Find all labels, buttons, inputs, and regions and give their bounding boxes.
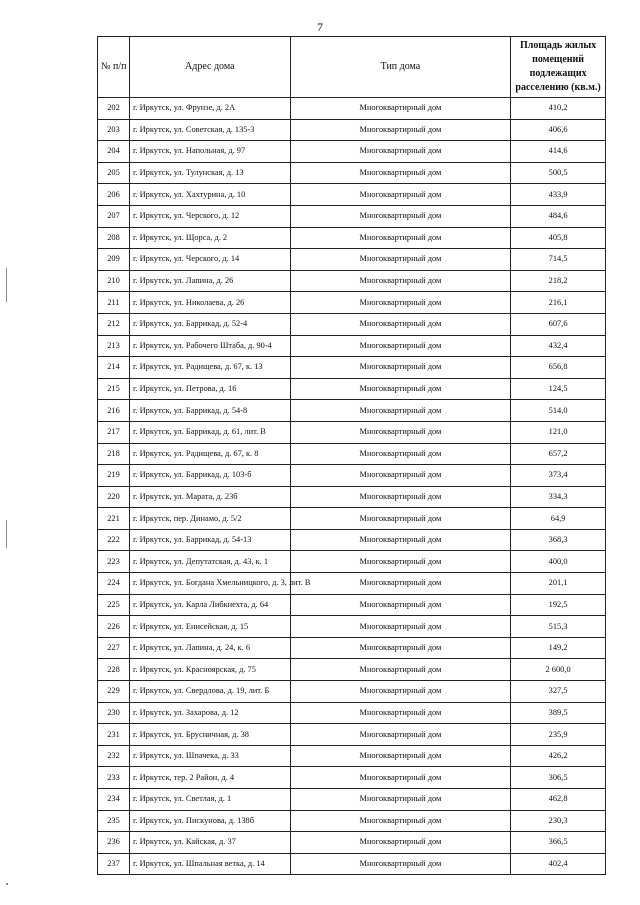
- table-row: [98, 508, 606, 530]
- scan-mark: [6, 268, 7, 302]
- row-area: 216,1: [511, 292, 606, 314]
- row-house-type: Многоквартирный дом: [290, 724, 511, 746]
- row-address: г. Иркутск, ул. Лапина, д. 24, к. 6: [129, 637, 290, 659]
- row-address: г. Иркутск, ул. Светлая, д. 1: [129, 789, 290, 811]
- row-house-type: Многоквартирный дом: [290, 659, 511, 681]
- row-address: г. Иркутск, ул. Тулунская, д. 13: [129, 162, 290, 184]
- row-number: 209: [98, 249, 130, 271]
- header-address: Адрес дома: [129, 37, 290, 98]
- table-row: [98, 832, 606, 854]
- row-house-type: Многоквартирный дом: [290, 637, 511, 659]
- table-row: [98, 313, 606, 335]
- table-row: [98, 551, 606, 573]
- row-house-type: Многоквартирный дом: [290, 335, 511, 357]
- row-house-type: Многоквартирный дом: [290, 702, 511, 724]
- row-house-type: Многоквартирный дом: [290, 486, 511, 508]
- row-house-type: Многоквартирный дом: [290, 270, 511, 292]
- row-area: 124,5: [511, 378, 606, 400]
- row-area: 389,5: [511, 702, 606, 724]
- row-address: г. Иркутск, ул. Красноярская, д. 75: [129, 659, 290, 681]
- row-house-type: Многоквартирный дом: [290, 184, 511, 206]
- row-house-type: Многоквартирный дом: [290, 378, 511, 400]
- row-house-type: Многоквартирный дом: [290, 249, 511, 271]
- row-address: г. Иркутск, ул. Брусничная, д. 38: [129, 724, 290, 746]
- table-row: [98, 378, 606, 400]
- row-area: 500,5: [511, 162, 606, 184]
- row-number: 236: [98, 832, 130, 854]
- row-house-type: Многоквартирный дом: [290, 529, 511, 551]
- table-row: [98, 205, 606, 227]
- row-area: 402,4: [511, 853, 606, 875]
- row-number: 208: [98, 227, 130, 249]
- row-number: 235: [98, 810, 130, 832]
- row-area: 656,8: [511, 357, 606, 379]
- row-number: 228: [98, 659, 130, 681]
- row-number: 214: [98, 357, 130, 379]
- row-number: 232: [98, 745, 130, 767]
- row-address: г. Иркутск, ул. Фрунзе, д. 2А: [129, 98, 290, 120]
- table-header-row: [98, 37, 606, 98]
- row-area: 426,2: [511, 745, 606, 767]
- row-address: г. Иркутск, пер. Динамо, д. 5/2: [129, 508, 290, 530]
- row-address: г. Иркутск, ул. Депутатская, д. 43, к. 1: [129, 551, 290, 573]
- table-row: [98, 681, 606, 703]
- row-area: 462,8: [511, 789, 606, 811]
- table-body: [98, 98, 606, 875]
- row-area: 484,6: [511, 205, 606, 227]
- row-number: 207: [98, 205, 130, 227]
- row-area: 514,0: [511, 400, 606, 422]
- table-row: [98, 702, 606, 724]
- table-row: [98, 292, 606, 314]
- row-address: г. Иркутск, ул. Свердлова, д. 19, лит. Б: [129, 681, 290, 703]
- row-number: 218: [98, 443, 130, 465]
- table-row: [98, 335, 606, 357]
- row-area: 373,4: [511, 465, 606, 487]
- row-area: 607,6: [511, 313, 606, 335]
- row-house-type: Многоквартирный дом: [290, 789, 511, 811]
- row-number: 205: [98, 162, 130, 184]
- row-area: 406,6: [511, 119, 606, 141]
- row-house-type: Многоквартирный дом: [290, 313, 511, 335]
- row-address: г. Иркутск, ул. Енисейская, д. 15: [129, 616, 290, 638]
- row-area: 192,5: [511, 594, 606, 616]
- header-number: № п/п: [98, 37, 130, 98]
- row-address: г. Иркутск, ул. Баррикад, д. 54-13: [129, 529, 290, 551]
- row-house-type: Многоквартирный дом: [290, 227, 511, 249]
- table-row: [98, 119, 606, 141]
- table-row: [98, 810, 606, 832]
- row-area: 64,9: [511, 508, 606, 530]
- row-address: г. Иркутск, ул. Баррикад, д. 103-б: [129, 465, 290, 487]
- row-area: 405,8: [511, 227, 606, 249]
- housing-table: [97, 36, 606, 875]
- row-address: г. Иркутск, ул. Пискунова, д. 138б: [129, 810, 290, 832]
- scan-mark: [6, 520, 7, 548]
- table-row: [98, 249, 606, 271]
- row-house-type: Многоквартирный дом: [290, 205, 511, 227]
- row-area: 334,3: [511, 486, 606, 508]
- row-house-type: Многоквартирный дом: [290, 443, 511, 465]
- row-area: 414,6: [511, 141, 606, 163]
- row-number: 206: [98, 184, 130, 206]
- row-address: г. Иркутск, ул. Черского, д. 12: [129, 205, 290, 227]
- table-row: [98, 98, 606, 120]
- row-area: 432,4: [511, 335, 606, 357]
- row-number: 226: [98, 616, 130, 638]
- row-house-type: Многоквартирный дом: [290, 810, 511, 832]
- row-area: 433,9: [511, 184, 606, 206]
- row-area: 2 600,0: [511, 659, 606, 681]
- table-row: [98, 486, 606, 508]
- row-area: 201,1: [511, 573, 606, 595]
- header-house-type: Тип дома: [290, 37, 511, 98]
- row-number: 216: [98, 400, 130, 422]
- row-number: 212: [98, 313, 130, 335]
- row-address: г. Иркутск, ул. Баррикад, д. 61, лит. В: [129, 421, 290, 443]
- row-area: 714,5: [511, 249, 606, 271]
- row-area: 121,0: [511, 421, 606, 443]
- row-area: 327,5: [511, 681, 606, 703]
- table-row: [98, 357, 606, 379]
- row-number: 225: [98, 594, 130, 616]
- row-house-type: Многоквартирный дом: [290, 767, 511, 789]
- row-address: г. Иркутск, ул. Черского, д. 14: [129, 249, 290, 271]
- row-address: г. Иркутск, ул. Шпальная ветка, д. 14: [129, 853, 290, 875]
- row-number: 227: [98, 637, 130, 659]
- row-address: г. Иркутск, ул. Рабочего Штаба, д. 90-4: [129, 335, 290, 357]
- row-area: 149,2: [511, 637, 606, 659]
- row-address: г. Иркутск, ул. Николаева, д. 26: [129, 292, 290, 314]
- row-number: 215: [98, 378, 130, 400]
- row-number: 224: [98, 573, 130, 595]
- row-area: 218,2: [511, 270, 606, 292]
- row-house-type: Многоквартирный дом: [290, 119, 511, 141]
- row-number: 230: [98, 702, 130, 724]
- row-house-type: Многоквартирный дом: [290, 508, 511, 530]
- row-number: 202: [98, 98, 130, 120]
- row-number: 234: [98, 789, 130, 811]
- row-area: 306,5: [511, 767, 606, 789]
- row-address: г. Иркутск, ул. Кайская, д. 37: [129, 832, 290, 854]
- row-house-type: Многоквартирный дом: [290, 465, 511, 487]
- row-address: г. Иркутск, ул. Карла Либкнехта, д. 64: [129, 594, 290, 616]
- table-row: [98, 162, 606, 184]
- row-house-type: Многоквартирный дом: [290, 745, 511, 767]
- row-address: г. Иркутск, ул. Захарова, д. 12: [129, 702, 290, 724]
- row-house-type: Многоквартирный дом: [290, 98, 511, 120]
- row-number: 213: [98, 335, 130, 357]
- row-address: г. Иркутск, ул. Щорса, д. 2: [129, 227, 290, 249]
- row-number: 229: [98, 681, 130, 703]
- row-area: 368,3: [511, 529, 606, 551]
- row-address: г. Иркутск, ул. Напольная, д. 97: [129, 141, 290, 163]
- row-area: 515,3: [511, 616, 606, 638]
- row-address: г. Иркутск, ул. Советская, д. 135-3: [129, 119, 290, 141]
- row-house-type: Многоквартирный дом: [290, 573, 511, 595]
- table-row: [98, 400, 606, 422]
- table-row: [98, 616, 606, 638]
- table-row: [98, 659, 606, 681]
- row-house-type: Многоквартирный дом: [290, 400, 511, 422]
- row-number: 204: [98, 141, 130, 163]
- row-address: г. Иркутск, ул. Марата, д. 23б: [129, 486, 290, 508]
- row-number: 220: [98, 486, 130, 508]
- row-address: г. Иркутск, ул. Радищева, д. 67, к. 8: [129, 443, 290, 465]
- row-number: 233: [98, 767, 130, 789]
- table-row: [98, 227, 606, 249]
- row-house-type: Многоквартирный дом: [290, 292, 511, 314]
- table-row: [98, 443, 606, 465]
- row-address: г. Иркутск, ул. Радищева, д. 67, к. 13: [129, 357, 290, 379]
- row-house-type: Многоквартирный дом: [290, 616, 511, 638]
- table-row: [98, 465, 606, 487]
- row-area: 230,3: [511, 810, 606, 832]
- table-row: [98, 637, 606, 659]
- row-area: 366,5: [511, 832, 606, 854]
- row-area: 235,9: [511, 724, 606, 746]
- table-row: [98, 767, 606, 789]
- row-number: 221: [98, 508, 130, 530]
- table-row: [98, 724, 606, 746]
- page-number: 7: [317, 20, 323, 34]
- row-house-type: Многоквартирный дом: [290, 357, 511, 379]
- row-area: 410,2: [511, 98, 606, 120]
- row-house-type: Многоквартирный дом: [290, 141, 511, 163]
- row-number: 210: [98, 270, 130, 292]
- table-row: [98, 270, 606, 292]
- row-address: г. Иркутск, ул. Хахтурина, д. 10: [129, 184, 290, 206]
- row-number: 203: [98, 119, 130, 141]
- row-number: 231: [98, 724, 130, 746]
- scan-mark: [6, 883, 8, 885]
- row-house-type: Многоквартирный дом: [290, 551, 511, 573]
- row-house-type: Многоквартирный дом: [290, 832, 511, 854]
- row-address: г. Иркутск, ул. Петрова, д. 16: [129, 378, 290, 400]
- row-address: г. Иркутск, ул. Лапина, д. 26: [129, 270, 290, 292]
- row-number: 237: [98, 853, 130, 875]
- row-address: г. Иркутск, ул. Баррикад, д. 52-4: [129, 313, 290, 335]
- row-house-type: Многоквартирный дом: [290, 162, 511, 184]
- row-house-type: Многоквартирный дом: [290, 421, 511, 443]
- table-row: [98, 184, 606, 206]
- row-house-type: Многоквартирный дом: [290, 594, 511, 616]
- row-house-type: Многоквартирный дом: [290, 681, 511, 703]
- row-address: г. Иркутск, тер. 2 Район, д. 4: [129, 767, 290, 789]
- table-row: [98, 789, 606, 811]
- header-area: Площадь жилых помещений подлежащих расселению (кв.м.): [511, 37, 606, 98]
- row-address: г. Иркутск, ул. Баррикад, д. 54-8: [129, 400, 290, 422]
- row-number: 219: [98, 465, 130, 487]
- row-number: 217: [98, 421, 130, 443]
- table-row: [98, 594, 606, 616]
- row-address: г. Иркутск, ул. Шпачека, д. 33: [129, 745, 290, 767]
- table-row: [98, 141, 606, 163]
- row-number: 211: [98, 292, 130, 314]
- table-row: [98, 573, 606, 595]
- row-address: г. Иркутск, ул. Богдана Хмельницкого, д. 3, лит. В: [129, 573, 290, 595]
- table-row: [98, 745, 606, 767]
- table-row: [98, 529, 606, 551]
- row-area: 400,0: [511, 551, 606, 573]
- row-area: 657,2: [511, 443, 606, 465]
- row-house-type: Многоквартирный дом: [290, 853, 511, 875]
- row-number: 222: [98, 529, 130, 551]
- table-row: [98, 421, 606, 443]
- row-number: 223: [98, 551, 130, 573]
- table-row: [98, 853, 606, 875]
